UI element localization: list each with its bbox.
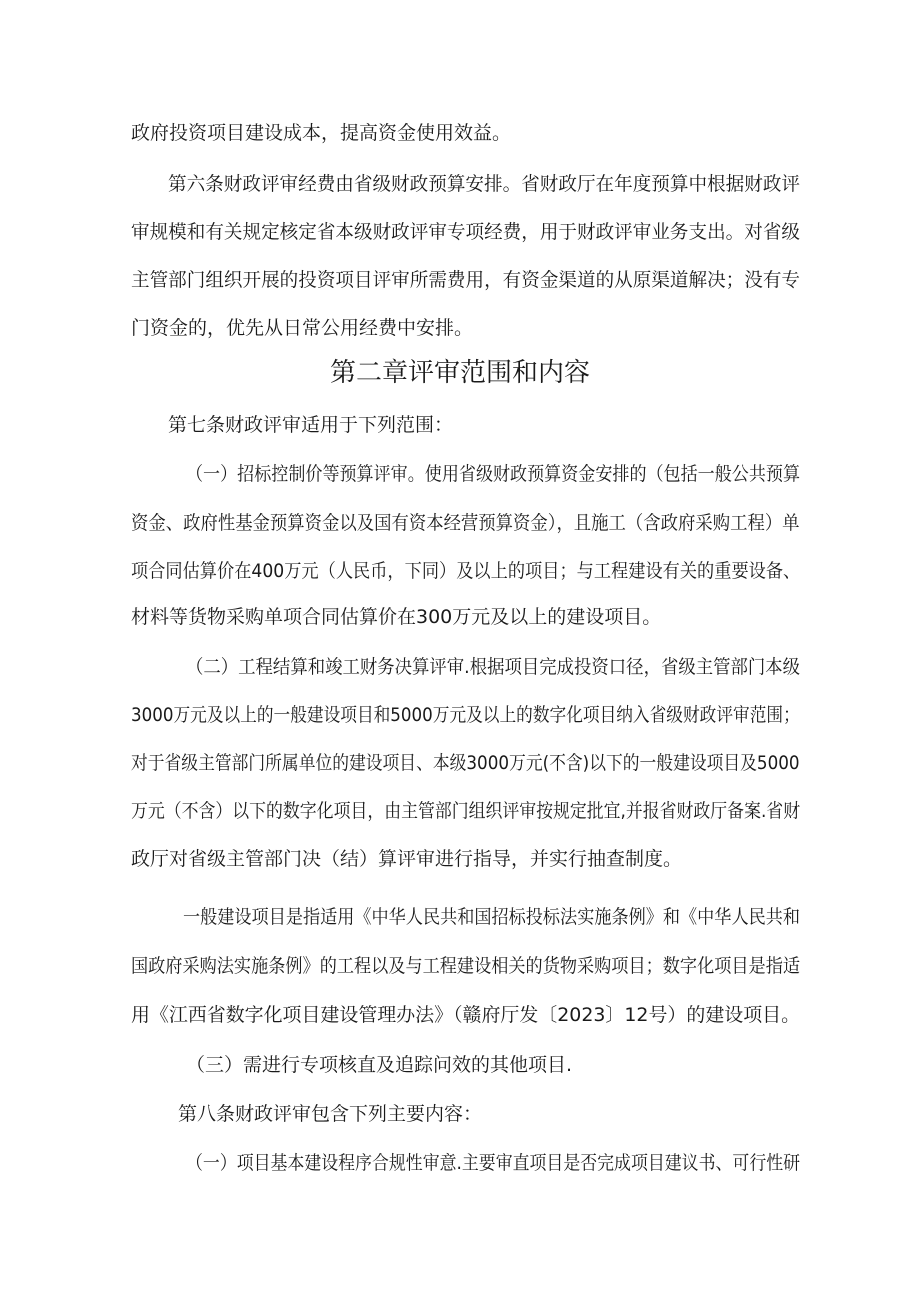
article-6-line-1: 第六条财政评审经费由省级财政预算安排。省财政厅在年度预算中根据财政评 (168, 173, 801, 195)
article-7-item-1-line-4: 材料等货物采购单项合同估算价在300万元及以上的建设项目。 (131, 606, 662, 628)
article-6-line-2: 审规模和有关规定核定省本级财政评审专项经费，用于财政评审业务支出。对省级 (131, 221, 801, 243)
article-7-item-2-line-5: 政厅对省级主管部门决（结）算评审进行指导，并实行抽查制度。 (131, 848, 683, 870)
article-7-item-2-line-3: 对于省级主管部门所属单位的建设项目、本级3000万元(不含)以下的一般建设项目及5000 (131, 752, 800, 774)
article-7-item-2-line-2: 3000万元及以上的一般建设项目和5000万元及以上的数字化项目纳入省级财政评审范围； (131, 704, 800, 726)
article-6-line-3: 主管部门组织开展的投资项目评审所需费用，有资金渠道的从原渠道解决；没有专 (131, 269, 801, 291)
definition-line-3: 用《江西省数字化项目建设管理办法》（赣府厅发〔2023〕12号）的建设项目。 (131, 1004, 801, 1026)
article-6-line-4: 门资金的，优先从日常公用经费中安排。 (131, 317, 474, 339)
article-7-item-1-line-3: 项合同估算价在400万元（人民币，下同）及以上的项目；与工程建设有关的重要设备、 (131, 560, 801, 582)
article-7-item-2-line-4: 万元（不含）以下的数字化项目，由主管部门组织评审按规定批宜,并报省财政厅备案.省财 (131, 800, 801, 822)
chapter-2-heading: 第二章评审范围和内容 (329, 358, 590, 388)
definition-line-1: 一般建设项目是指适用《中华人民共和国招标投标法实施条例》和《中华人民共和 (183, 906, 801, 928)
article-7-item-1-line-2: 资金、政府性基金预算资金以及国有资本经营预算资金），且施工（含政府采购工程）单 (131, 512, 800, 534)
article-8-title: 第八条财政评审包含下列主要内容： (178, 1103, 483, 1125)
definition-line-2: 国政府采购法实施条例》的工程以及与工程建设相关的货物采购项目；数字化项目是指适 (131, 955, 801, 977)
article-7-item-2-line-1: （二）工程结算和竣工财务决算评审.根据项目完成投资口径，省级主管部门本级 (186, 656, 801, 678)
article-8-item-1-line-1: （一）项目基本建设程序合规性审意.主要审直项目是否完成项目建议书、可行性研 (186, 1152, 801, 1174)
article-7-title: 第七条财政评审适用于下列范围： (168, 414, 454, 436)
article-7-item-3: （三）需进行专项核直及追踪问效的其他项目. (186, 1054, 573, 1076)
text-line-1: 政府投资项目建设成本，提高资金使用效益。 (131, 122, 512, 144)
article-7-item-1-line-1: （一）招标控制价等预算评审。使用省级财政预算资金安排的（包括一般公共预算 (186, 463, 801, 485)
